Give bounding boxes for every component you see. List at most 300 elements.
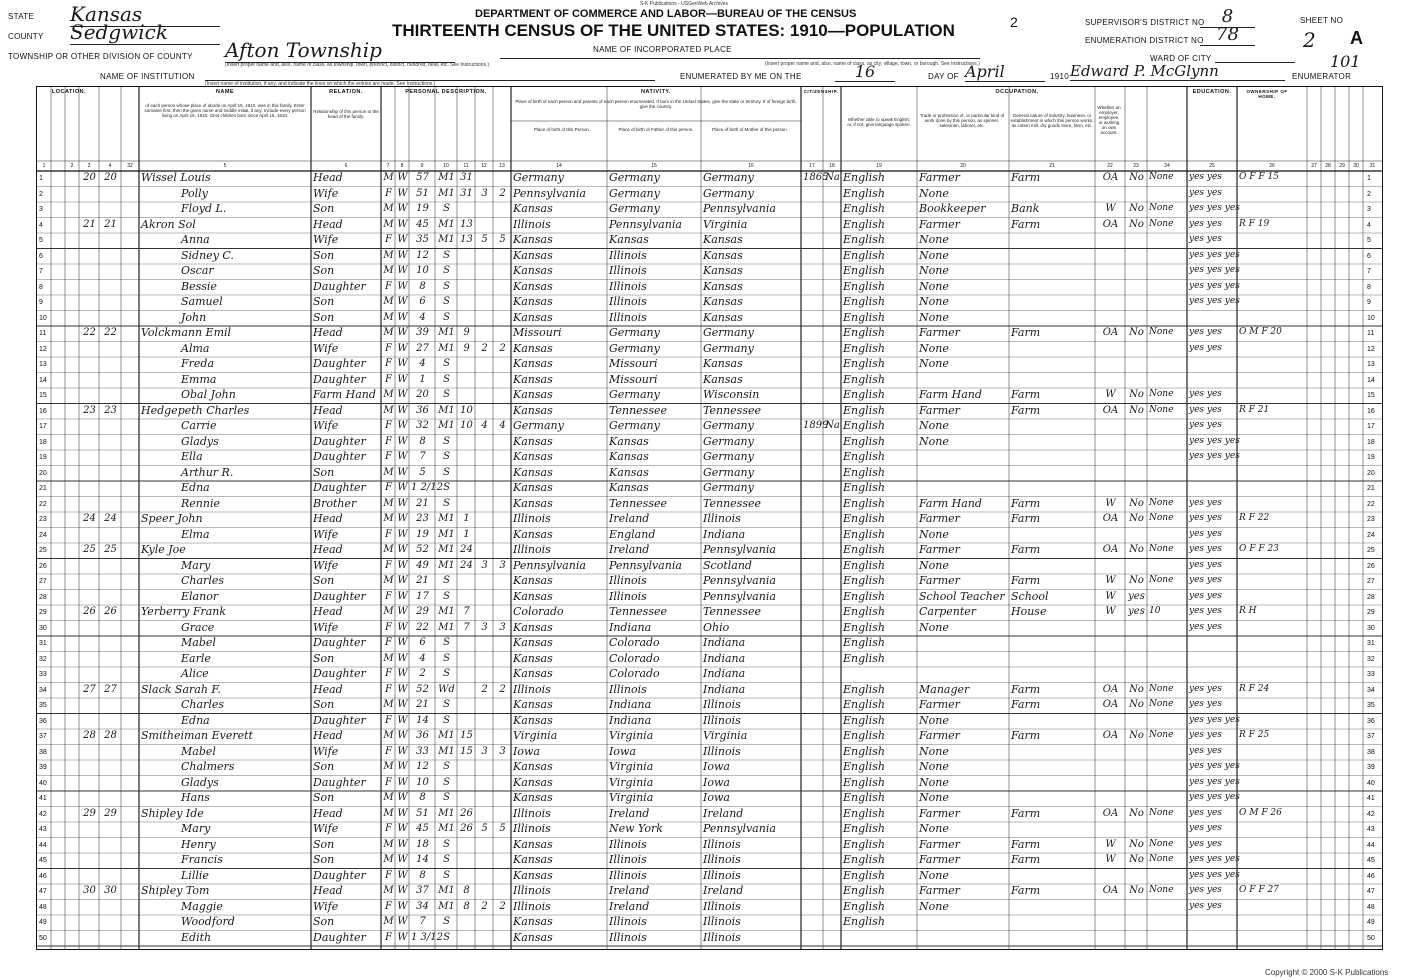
cell-pobm: Germany [703, 465, 754, 479]
cell-pob: Kansas [513, 202, 553, 215]
institution-line [205, 72, 655, 81]
cell-name: Sidney C. [181, 248, 234, 262]
enumerator-signature: Edward P. McGlynn [1070, 62, 1285, 81]
cell-pob: Kansas [513, 233, 553, 246]
cell-occ: Farmer [919, 806, 960, 820]
cell-own: O M F 26 [1239, 807, 1282, 818]
line-number-right: 27 [1367, 578, 1375, 585]
cell-pobm: Kansas [703, 357, 743, 370]
cell-rw: yes yes yes [1189, 869, 1240, 880]
cell-lang: English [843, 341, 885, 355]
cell-sex: F [385, 590, 392, 602]
cell-pob: Illinois [513, 217, 551, 231]
cell-ind: Farm [1011, 853, 1041, 866]
cell-occ: None [919, 310, 949, 324]
line-number: 28 [39, 593, 47, 601]
cell-rw: yes yes [1189, 342, 1222, 353]
line-number: 27 [39, 578, 47, 585]
cell-sex: F [385, 187, 392, 199]
cell-pobm: Indiana [703, 682, 746, 696]
cell-occ: Farm Hand [919, 496, 982, 510]
cell-wk: None [1149, 683, 1174, 694]
cell-emp: W [1105, 203, 1116, 214]
cell-pobm: Germany [703, 419, 754, 432]
cell-own: O F F 15 [1239, 172, 1279, 182]
cell-race: W [397, 621, 408, 633]
cell-own: O M F 20 [1239, 327, 1282, 337]
line-number-right: 30 [1367, 624, 1375, 632]
cell-pob: Kansas [513, 620, 553, 634]
cell-fm: 21 [104, 218, 117, 230]
cell-sex: F [385, 342, 392, 354]
line-number: 47 [39, 888, 47, 895]
cell-pobm: Virginia [703, 729, 748, 742]
cell-pob: Kansas [513, 527, 553, 541]
cell-lang: English [843, 357, 885, 370]
cell-race: W [397, 265, 408, 276]
cell-mar: M1 [438, 404, 455, 416]
cell-ym: 9 [463, 342, 470, 354]
cell-race: W [397, 699, 408, 710]
cell-age: 27 [416, 342, 429, 354]
cell-name: Anna [181, 233, 210, 246]
cell-oow: No [1129, 327, 1144, 338]
cell-pob: Kansas [513, 915, 553, 928]
cell-cl: 4 [499, 420, 506, 431]
line-number-right: 11 [1367, 330, 1375, 337]
cell-rel: Head [313, 512, 343, 525]
cell-name: Lillie [181, 868, 209, 882]
cell-pob: Kansas [513, 279, 553, 293]
cell-age: 21 [416, 699, 429, 710]
line-number-right: 44 [1367, 841, 1375, 849]
cell-age: 18 [416, 838, 429, 850]
enumerated-month: April [965, 62, 1045, 82]
cell-cl: 3 [499, 621, 506, 633]
cell-pob: Illinois [513, 899, 551, 913]
cell-rw: yes yes yes [1189, 714, 1240, 725]
cell-name: Charles [181, 574, 224, 587]
cell-occ: None [919, 419, 949, 432]
group-education: EDUCATION. [1192, 89, 1232, 95]
group-occupation: OCCUPATION. [995, 89, 1039, 95]
cell-rw: yes yes [1189, 327, 1222, 337]
cell-lang: English [843, 171, 885, 184]
cell-ind: Farm [1011, 217, 1041, 231]
cell-race: W [397, 885, 408, 896]
cell-pobm: Kansas [703, 264, 743, 277]
cell-rw: yes yes [1189, 218, 1222, 229]
cell-lang: English [843, 310, 885, 324]
cell-sex: F [385, 559, 392, 571]
line-number: 48 [39, 903, 47, 911]
cell-pobm: Kansas [703, 233, 743, 246]
cell-sex: M [383, 327, 394, 338]
column-number: 4 [108, 163, 112, 169]
cell-occ: None [919, 264, 949, 277]
cell-ind: Bank [1011, 202, 1040, 215]
cell-pobm: Virginia [703, 217, 748, 231]
cell-own: R F 25 [1239, 730, 1270, 740]
cell-cl: 3 [499, 559, 506, 571]
cell-pobf: Germany [609, 326, 660, 339]
line-number-right: 7 [1367, 268, 1371, 275]
cell-rw: yes yes yes [1189, 296, 1240, 306]
cell-rw: yes yes yes [1189, 776, 1240, 787]
cell-emp: OA [1102, 513, 1119, 524]
sheet-number: 2 [1303, 28, 1316, 52]
cell-occ: None [919, 899, 949, 913]
cell-rw: yes yes [1189, 187, 1222, 198]
cell-sex: F [385, 280, 392, 292]
cell-rel: Wife [313, 558, 339, 572]
cell-mar: M1 [438, 544, 455, 555]
cell-ym: 15 [460, 745, 473, 757]
cell-rw: yes yes [1189, 389, 1222, 399]
cell-occ: Farmer [919, 403, 960, 417]
cell-race: W [397, 776, 408, 788]
column-number: 20 [960, 163, 966, 169]
cell-pob: Pennsylvania [513, 186, 586, 200]
cell-oow: No [1129, 683, 1144, 695]
cell-name: Mary [181, 558, 211, 572]
cell-race: W [397, 280, 408, 292]
line-number: 37 [39, 733, 47, 740]
cell-pobm: Illinois [703, 744, 741, 758]
cell-name: Charles [181, 698, 224, 711]
line-number: 45 [39, 857, 47, 864]
cell-pobm: Pennsylvania [703, 574, 776, 587]
cell-rw: yes yes [1189, 559, 1222, 570]
cell-pobf: Virginia [609, 775, 654, 789]
cell-mar: S [443, 761, 450, 772]
cell-age: 6 [419, 296, 426, 307]
line-number-right: 43 [1367, 826, 1375, 833]
line-number-right: 9 [1367, 299, 1371, 306]
cell-pob: Kansas [513, 930, 553, 944]
cell-own: R H [1239, 606, 1257, 616]
cell-sex: M [383, 497, 394, 509]
cell-race: W [397, 900, 408, 912]
cell-mar: M1 [438, 218, 455, 230]
cell-fm: 25 [104, 544, 117, 555]
cell-race: W [397, 869, 408, 881]
cell-occ: None [919, 233, 949, 246]
cell-wk: None [1149, 327, 1174, 337]
cell-age: 10 [416, 265, 429, 276]
cell-sex: F [385, 683, 392, 695]
cell-pobm: Illinois [703, 868, 741, 882]
cell-occ: Manager [919, 682, 970, 696]
publisher-top: S-K Publications - USGenWeb Archives [640, 1, 729, 7]
cell-sex: F [385, 420, 392, 431]
cell-oow: No [1129, 497, 1144, 509]
cell-pobf: Kansas [609, 450, 649, 463]
cell-occ: Farm Hand [919, 388, 982, 401]
cell-pob: Kansas [513, 651, 553, 665]
line-number-right: 16 [1367, 407, 1375, 415]
cell-age: 8 [419, 869, 426, 881]
cell-cb: 5 [481, 823, 488, 834]
line-number: 50 [39, 934, 47, 942]
cell-pob: Kansas [513, 713, 553, 727]
column-number: 9 [420, 163, 424, 169]
line-number: 15 [39, 392, 47, 399]
cell-name: Polly [181, 186, 208, 200]
cell-rw: yes yes [1189, 807, 1222, 818]
enumeration-district-value: 78 [1200, 24, 1255, 46]
cell-pobf: Illinois [609, 279, 647, 293]
cell-mar: S [443, 389, 450, 400]
cell-age: 2 [419, 668, 426, 679]
cell-age: 51 [416, 807, 429, 819]
cell-oow: No [1129, 389, 1144, 400]
cell-rel: Son [313, 791, 335, 804]
cell-emp: W [1105, 590, 1116, 602]
cell-rw: yes yes [1189, 590, 1222, 601]
cell-sex: M [383, 916, 394, 927]
cell-imm: 1865 [803, 172, 829, 183]
cell-wk: None [1149, 497, 1174, 508]
cell-rw: yes yes [1189, 900, 1222, 911]
cell-mar: M1 [438, 823, 455, 834]
line-number: 12 [39, 345, 47, 353]
column-number: 1 [42, 163, 46, 169]
cell-sex: F [385, 435, 392, 447]
cell-pob: Kansas [513, 837, 553, 851]
enumerated-day: 16 [835, 62, 895, 82]
cell-pob: Missouri [513, 326, 562, 339]
cell-occ: None [919, 760, 949, 773]
cell-race: W [397, 683, 408, 695]
line-number: 13 [39, 361, 47, 368]
cell-sex: M [383, 699, 394, 710]
cell-mar: M1 [438, 342, 455, 354]
cell-sex: M [383, 730, 394, 741]
cell-lang: English [843, 853, 885, 866]
cell-pobm: Indiana [703, 667, 746, 680]
cell-ym: 24 [460, 559, 473, 571]
cell-rw: yes yes [1189, 420, 1222, 430]
cell-mar: S [443, 869, 450, 881]
supervisor-district-value: 8 [1200, 6, 1255, 28]
cell-pobf: Tennessee [609, 605, 667, 618]
cell-name: Edna [181, 481, 210, 494]
line-number: 31 [39, 640, 47, 647]
cell-dw: 26 [83, 606, 96, 617]
cell-pobm: Illinois [703, 899, 741, 913]
cell-pobm: Tennessee [703, 605, 761, 618]
cell-lang: English [843, 264, 885, 277]
cell-pob: Kansas [513, 589, 553, 603]
cell-pobf: Illinois [609, 930, 647, 944]
cell-age: 45 [416, 823, 429, 834]
cell-name: Volckmann Emil [141, 326, 232, 339]
cell-sex: M [383, 544, 394, 555]
cell-fm: 20 [104, 172, 117, 183]
cell-pobm: Illinois [703, 837, 741, 851]
cell-name: Mabel [181, 744, 216, 758]
cell-lang: English [843, 915, 885, 928]
cell-cb: 4 [481, 420, 488, 431]
cell-name: Carrie [181, 419, 217, 432]
cell-rw: yes yes [1189, 730, 1222, 740]
column-number: 26 [1269, 163, 1275, 169]
census-table [36, 86, 1383, 950]
cell-lang: English [843, 636, 885, 649]
cell-emp: OA [1102, 544, 1119, 555]
header-language: Whether able to speak English; or, if not, give language spoken. [847, 117, 911, 127]
header-trade: Trade or profession of, or particular kind of work done by this person, as spinner, salesman, laborer, etc. [919, 113, 1005, 128]
cell-name: Shipley Tom [141, 884, 210, 897]
cell-mar: S [443, 699, 450, 710]
cell-mar: M1 [438, 420, 455, 431]
cell-age: 8 [419, 435, 426, 447]
line-number: 18 [39, 438, 47, 446]
line-number: 35 [39, 702, 47, 709]
cell-occ: Farmer [919, 884, 960, 897]
cell-age: 7 [419, 916, 426, 927]
sheet-label: SHEET NO [1300, 16, 1344, 25]
group-name: NAME [215, 89, 235, 95]
cell-dw: 23 [83, 404, 96, 416]
cell-name: Gladys [181, 434, 219, 448]
cell-age: 36 [416, 730, 429, 741]
cell-pob: Kansas [513, 357, 553, 370]
cell-age: 57 [416, 172, 429, 183]
line-number: 3 [39, 206, 43, 213]
cell-pob: Kansas [513, 667, 553, 680]
cell-ind: Farm [1011, 884, 1041, 897]
cell-rw: yes yes yes [1189, 249, 1240, 260]
cell-race: W [397, 482, 408, 493]
cell-name: Hans [181, 791, 210, 804]
cell-rel: Head [313, 217, 343, 231]
census-title: THIRTEENTH CENSUS OF THE UNITED STATES: 1910—POPULATION [392, 21, 955, 40]
cell-mar: S [443, 931, 450, 943]
cell-pobf: Illinois [609, 682, 647, 696]
cell-rw: yes yes yes [1189, 854, 1240, 864]
line-number: 1 [39, 175, 43, 182]
cell-pobm: Indiana [703, 651, 746, 665]
cell-rel: Son [313, 837, 335, 851]
cell-age: 10 [416, 776, 429, 788]
line-number: 36 [39, 717, 47, 725]
cell-rw: yes yes yes [1189, 265, 1240, 275]
line-number: 41 [39, 795, 47, 802]
cell-pobf: Illinois [609, 868, 647, 882]
cell-rw: yes yes [1189, 513, 1222, 523]
cell-dw: 24 [83, 513, 96, 524]
cell-name: John [181, 310, 207, 324]
cell-mar: S [443, 575, 450, 586]
enumerated-label: ENUMERATED BY ME ON THE [680, 72, 802, 81]
cell-pobf: Illinois [609, 915, 647, 928]
cell-occ: None [919, 279, 949, 293]
cell-pobf: Indiana [609, 713, 652, 727]
cell-ind: House [1011, 605, 1047, 618]
cell-pobm: Kansas [703, 372, 743, 386]
cell-mar: M1 [438, 745, 455, 757]
cell-dw: 28 [83, 730, 96, 741]
cell-occ: Farmer [919, 853, 960, 866]
cell-rel: Daughter [313, 481, 366, 494]
cell-ym: 13 [460, 234, 473, 245]
cell-pobf: New York [609, 822, 663, 835]
cell-age: 1 3/12 [411, 931, 443, 943]
cell-occ: None [919, 775, 949, 789]
supervisor-district-label: SUPERVISOR'S DISTRICT NO [1085, 18, 1205, 27]
cell-pobm: Iowa [703, 775, 730, 789]
cell-race: W [397, 513, 408, 524]
cell-lang: English [843, 465, 885, 479]
cell-nat: Na [825, 420, 840, 431]
cell-lang: English [843, 760, 885, 773]
cell-pob: Kansas [513, 496, 553, 510]
cell-age: 20 [416, 389, 429, 400]
copyright: Copyright © 2000 S-K Publications [1265, 968, 1389, 977]
cell-emp: W [1105, 838, 1116, 850]
cell-name: Bessie [181, 279, 217, 293]
cell-rel: Son [313, 574, 335, 587]
cell-pobf: Indiana [609, 620, 652, 634]
cell-rel: Farm Hand [313, 388, 376, 401]
cell-pobm: Iowa [703, 760, 730, 773]
cell-pob: Kansas [513, 636, 553, 649]
cell-mar: M1 [438, 327, 455, 338]
cell-rw: yes yes [1189, 172, 1222, 182]
line-number-right: 2 [1367, 190, 1371, 198]
cell-age: 5 [419, 466, 426, 478]
cell-sex: M [383, 249, 394, 261]
cell-name: Slack Sarah F. [141, 682, 221, 696]
cell-lang: English [843, 806, 885, 820]
cell-rel: Head [313, 729, 343, 742]
cell-pobf: Kansas [609, 481, 649, 494]
cell-lang: English [843, 605, 885, 618]
cell-rw: yes yes yes [1189, 451, 1240, 461]
cell-age: 21 [416, 575, 429, 586]
cell-age: 45 [416, 218, 429, 230]
cell-race: W [397, 311, 408, 323]
cell-pobf: Colorado [609, 651, 660, 665]
cell-pob: Kansas [513, 341, 553, 355]
cell-ym: 1 [463, 528, 470, 540]
cell-race: W [397, 575, 408, 586]
cell-dw: 21 [83, 218, 96, 230]
cell-race: W [397, 451, 408, 462]
cell-race: W [397, 342, 408, 354]
cell-emp: OA [1102, 730, 1119, 741]
cell-lang: English [843, 233, 885, 246]
cell-rw: yes yes [1189, 699, 1222, 709]
cell-ym: 8 [463, 900, 470, 912]
cell-occ: Farmer [919, 512, 960, 525]
cell-sex: M [383, 761, 394, 772]
cell-rel: Daughter [313, 713, 366, 727]
cell-wk: 10 [1149, 606, 1161, 616]
line-number-right: 41 [1367, 795, 1375, 802]
cell-cb: 2 [481, 683, 488, 695]
cell-pobf: Kansas [609, 233, 649, 246]
census-year: 1910 [1050, 72, 1069, 81]
cell-rel: Head [313, 806, 343, 820]
cell-race: W [397, 637, 408, 648]
column-number: 16 [748, 163, 754, 169]
cell-fm: 28 [104, 730, 117, 741]
cell-pob: Kansas [513, 403, 553, 417]
cell-mar: M1 [438, 528, 455, 540]
